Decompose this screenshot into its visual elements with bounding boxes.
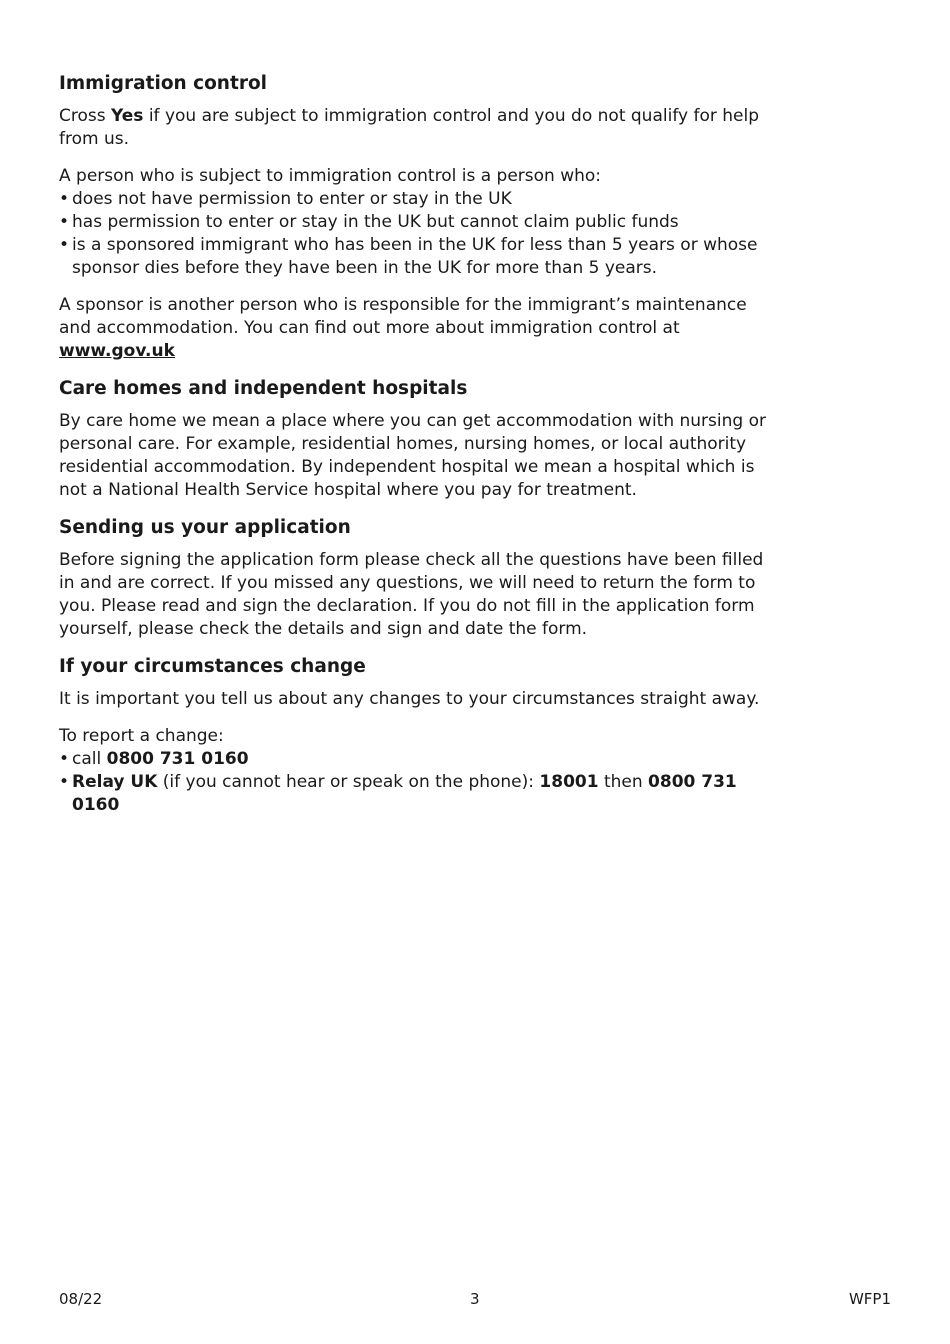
sponsor-text: A sponsor is another person who is responsible for the immigrant’s maintenance and accommodation. You can find out more about immigration control at [59, 295, 747, 338]
heading-sending-application: Sending us your application [59, 517, 351, 538]
footer-date: 08/22 [59, 1290, 103, 1308]
section-circumstances-change [59, 655, 779, 817]
circumstances-body: It is important you tell us about any changes to your circumstances straight away. [59, 689, 760, 709]
report-change-intro: To report a change: [59, 726, 224, 746]
section-immigration-control [59, 72, 779, 363]
relay-text: (if you cannot hear or speak on the phone): [157, 772, 540, 792]
heading-circumstances-change: If your circumstances change [59, 656, 366, 677]
list-item: • does not have permission to enter or stay in the UK [59, 188, 779, 211]
cross-pre-text: Cross [59, 106, 112, 126]
call-pre-text: call [72, 749, 107, 769]
call-phone-number: 0800 731 0160 [106, 749, 249, 769]
gov-uk-link[interactable]: www.gov.uk [59, 341, 175, 361]
list-item: • is a sponsored immigrant who has been in the UK for less than 5 years or whose sponsor dies before they have been in the UK for more than 5 years. [59, 234, 779, 280]
relay-uk-label: Relay UK [72, 772, 158, 792]
footer-form-code: WFP1 [848, 1290, 891, 1308]
care-homes-body: By care home we mean a place where you can get accommodation with nursing or personal care. For example, residential homes, nursing homes, or local authority residential accommodation. By independent hospital we mean a hospital which is not a National Health Service hospital where you pay for treatment. [59, 411, 766, 500]
page-content [59, 72, 779, 831]
heading-care-homes: Care homes and independent hospitals [59, 378, 468, 399]
immigration-criteria-list [59, 188, 779, 280]
list-item: • has permission to enter or stay in the UK but cannot claim public funds [59, 211, 779, 234]
sponsor-paragraph [59, 294, 779, 363]
relay-then-text: then [598, 772, 649, 792]
cross-post-text: if you are subject to immigration control and you do not qualify for help from us. [59, 106, 759, 149]
report-change-list [59, 748, 779, 817]
cross-yes-bold: Yes [111, 106, 144, 126]
section-care-homes [59, 377, 779, 502]
sending-application-body: Before signing the application form please check all the questions have been filled in and are correct. If you missed any questions, we will need to return the form to you. Please read and sign the declaration. If you do not fill in the application form yourself, please check the details and sign and date the form. [59, 550, 764, 639]
immigration-intro: A person who is subject to immigration control is a person who: [59, 166, 602, 186]
relay-phone-number: 0800 731 0160 [72, 772, 737, 815]
footer-page-number: 3 [470, 1290, 480, 1308]
relay-prefix-number: 18001 [539, 772, 599, 792]
heading-immigration-control: Immigration control [59, 73, 267, 94]
section-sending-application [59, 516, 779, 641]
cross-yes-instruction [59, 105, 779, 151]
list-item-call [59, 748, 779, 771]
list-item-relay [59, 771, 779, 817]
